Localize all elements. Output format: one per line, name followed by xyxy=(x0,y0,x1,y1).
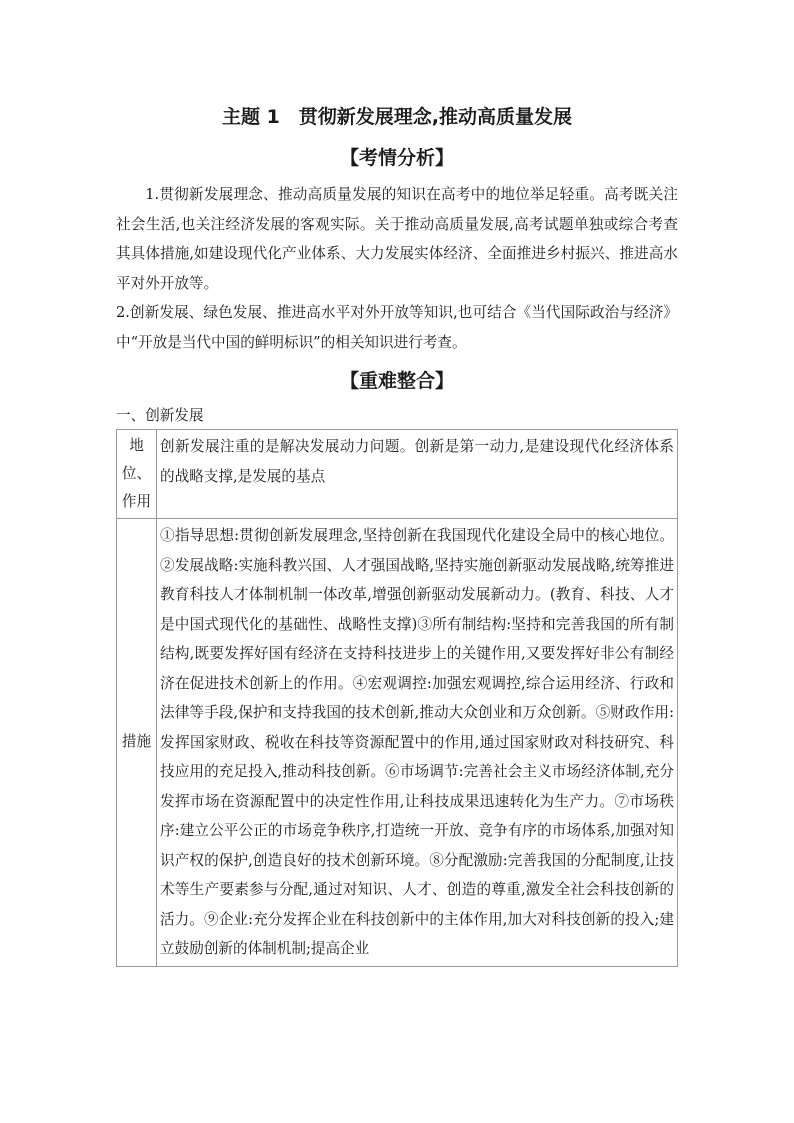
table-row xyxy=(117,430,678,519)
table-row-label: 地位、作用 xyxy=(117,430,157,519)
analysis-heading: 【考情分析】 xyxy=(339,147,454,169)
knowledge-table xyxy=(116,429,678,967)
document-page xyxy=(116,100,678,967)
integration-subheading: 一、创新发展 xyxy=(116,407,204,424)
analysis-item-2: 2.创新发展、绿色发展、推进高水平对外开放等知识,也可结合《当代国际政治与经济》中“开放是当代中国的鲜明标识”的相关知识进行考查。 xyxy=(116,304,678,351)
table-row-content: ①指导思想:贯彻创新发展理念,坚持创新在我国现代化建设全局中的核心地位。②发展战略:实施科教兴国、人才强国战略,坚持实施创新驱动发展战略,统筹推进教育科技人才体制机制一体改革,增强创新驱动发展新动力。(教育、科技、人才是中国式现代化的基础性、战略性支撑)③所有制结构:坚持和完善我国的所有制结构,既要发挥好国有经济在支持科技进步上的关键作用,又要发挥好非公有制经济在促进技术创新上的作用。④宏观调控:加强宏观调控,综合运用经济、行政和法律等手段,保护和支持我国的技术创新,推动大众创业和万众创新。⑤财政作用:发挥国家财政、税收在科技等资源配置中的作用,通过国家财政对科技研究、科技应用的充足投入,推动科技创新。⑥市场调节:完善社会主义市场经济体制,充分发挥市场在资源配置中的决定性作用,让科技成果迅速转化为生产力。⑦市场秩序:建立公平公正的市场竞争秩序,打造统一开放、竞争有序的市场体系,加强对知识产权的保护,创造良好的技术创新环境。⑧分配激励:完善我国的分配制度,让技术等生产要素参与分配,通过对知识、人才、创造的尊重,激发全社会科技创新的活力。⑨企业:充分发挥企业在科技创新中的主体作用,加大对科技创新的投入;建立鼓励创新的体制机制;提高企业 xyxy=(157,519,678,967)
table-row xyxy=(117,519,678,967)
analysis-item-1: 1.贯彻新发展理念、推动高质量发展的知识在高考中的地位举足轻重。高考既关注社会生活,也关注经济发展的客观实际。关于推动高质量发展,高考试题单独或综合考查其具体措施,如建设现代化产业体系、大力发展实体经济、全面推进乡村振兴、推进高水平对外开放等。 xyxy=(116,186,678,292)
table-row-label: 措施 xyxy=(117,519,157,967)
table-row-content: 创新发展注重的是解决发展动力问题。创新是第一动力,是建设现代化经济体系的战略支撑,是发展的基点 xyxy=(157,430,678,519)
integration-heading: 【重难整合】 xyxy=(339,370,454,392)
page-title: 主题 1 贯彻新发展理念,推动高质量发展 xyxy=(221,106,573,128)
